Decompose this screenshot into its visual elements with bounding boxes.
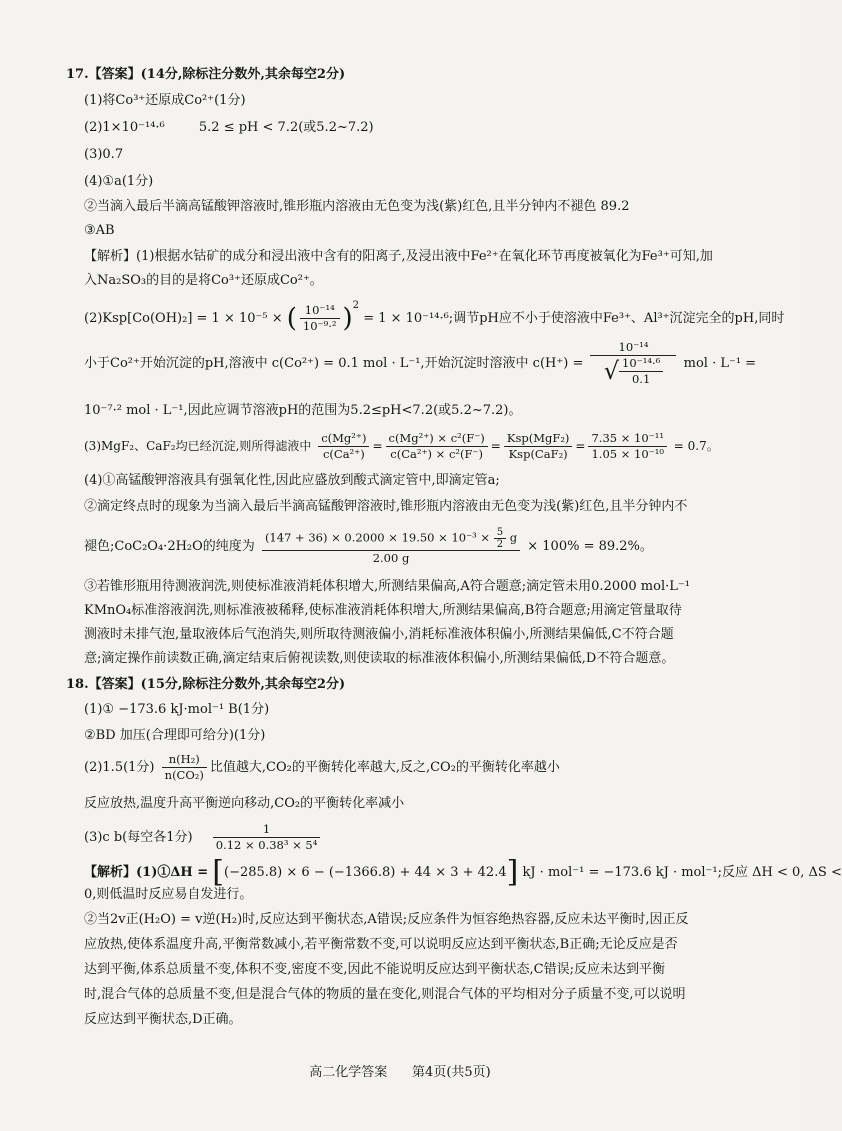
q17-answer-2 — [84, 119, 374, 137]
ratio-fraction-2 — [386, 431, 488, 462]
q17-answer-1: (1)将Co³⁺还原成Co²⁺(1分) — [84, 93, 246, 108]
q18-answer-3 — [84, 818, 323, 858]
lead-text: (2)1.5(1分) — [84, 760, 155, 775]
q17-explain-4-p3: 测液时未排气泡,量取液体后气泡消失,则所取待测液偏小,消耗标准液体积偏小,所测结果偏低,C不符合题 — [84, 627, 674, 642]
q18-answer-2-line2: 反应放热,温度升高平衡逆向移动,CO₂的平衡转化率减小 — [84, 796, 405, 811]
q17-answer-2-range: 5.2 ≤ pH < 7.2(或5.2~7.2) — [198, 120, 374, 135]
q17-explain-4-line1: (4)①高锰酸钾溶液具有强氧化性,因此应盛放到酸式滴定管中,即滴定管a; — [84, 473, 500, 488]
q18-answer-1-2: ②BD 加压(合理即可给分)(1分) — [84, 728, 266, 743]
bracket-open: [ — [212, 854, 224, 890]
q18-explain-2-line3: 达到平衡,体系总质量不变,体积不变,密度不变,因此不能说明反应达到平衡状态,C错误;反应未达到平衡 — [84, 962, 665, 977]
q17-title: 17.【答案】(14分,除标注分数外,其余每空2分) — [66, 67, 346, 82]
q18-explain-1-line1 — [84, 854, 842, 890]
numerator-expression: (147 + 36) × 0.2000 × 19.50 × 10⁻³ × — [264, 530, 491, 545]
sqrt-fraction — [619, 356, 663, 387]
purity-result: × 100% = 89.2%。 — [527, 539, 653, 554]
q17-explain-4-p4: 意;滴定操作前读数正确,滴定结束后俯视读数,则使读取的标准液体积偏小,所测结果偏低,D不符合题意。 — [84, 651, 675, 666]
q17-explain-1-line2: 入Na₂SO₃的目的是将Co³⁺还原成Co²⁺。 — [84, 273, 323, 288]
small-numerator: 5 — [496, 527, 504, 538]
paren-close: ) — [342, 303, 353, 334]
q17-explain-3: (3)MgF₂、CaF₂均已经沉淀,则所得滤液中 $\frac{\text{c(Mg²⁺)}}{\text{c(Ca²⁺)}}$ = $\frac{\text{c(Mg²⁺) × c²(F⁻)}}{\text{c(Ca²⁺) × c²(F⁻)}}$ = $\frac{\text{Ksp(MgF₂)}}{\text{Ksp(CaF₂)}}$ = $\frac{\text{7.35 × 10⁻¹¹}}{\text{1.05 × 10⁻¹⁰}}$ = 0.7。 — [84, 431, 719, 461]
fraction-numerator: 10⁻¹⁴ — [304, 303, 335, 317]
ratio-fraction-3 — [504, 431, 573, 462]
lead-text: (3)MgF₂、CaF₂均已经沉淀,则所得滤液中 — [84, 439, 312, 453]
lead-text: (3)c b(每空各1分) — [84, 830, 193, 845]
fraction-numerator: c(Mg²⁺) × c²(F⁻) — [388, 431, 485, 445]
fraction-denominator — [590, 355, 676, 387]
q17-answer-3: (3)0.7 — [84, 147, 124, 162]
q18-explain-2-line4: 时,混合气体的总质量不变,但是混合气体的物质的量在变化,则混合气体的平均相对分子质量不变,可以说明 — [84, 987, 686, 1002]
ratio-fraction-1 — [318, 431, 369, 462]
q17-explain-2-line2 — [84, 340, 756, 387]
mole-ratio-fraction — [162, 752, 207, 783]
q18-explain-2-line2: 应放热,使体系温度升高,平衡常数减小,若平衡常数不变,可以说明反应达到平衡状态,B正确;无论反应是否 — [84, 937, 678, 952]
sqrt-denominator: 0.1 — [619, 371, 663, 387]
fraction-denominator: c(Ca²⁺) — [318, 446, 369, 462]
power-fraction — [300, 303, 340, 334]
fraction-denominator: c(Ca²⁺) × c²(F⁻) — [386, 446, 488, 462]
ratio-result: = 0.7。 — [673, 439, 719, 453]
q17-explain-2-line1 — [84, 298, 784, 340]
concentration-text: 小于Co²⁺开始沉淀的pH,溶液中 c(Co²⁺) = 0.1 mol · L⁻¹,开始沉淀时溶液中 c(H⁺) = — [84, 356, 584, 371]
bracket-close: ] — [506, 854, 519, 890]
h-concentration-fraction — [590, 340, 676, 387]
small-denominator: 2 — [494, 538, 506, 550]
fraction-numerator: n(H₂) — [168, 752, 200, 766]
q17-answer-2-value: (2)1×10⁻¹⁴·⁶ — [84, 120, 165, 135]
fraction-numerator: 10⁻¹⁴ — [618, 340, 649, 354]
q17-explain-4-purity — [84, 524, 653, 570]
ksp-expression: Ksp[Co(OH)₂] = 1 × 10⁻⁵ × — [102, 311, 283, 326]
equilibrium-constant-fraction — [213, 822, 321, 853]
q17-answer-4: (4)①a(1分) — [84, 174, 154, 189]
purity-fraction — [262, 527, 520, 566]
q18-explain-2-line5: 反应达到平衡状态,D正确。 — [84, 1012, 242, 1027]
fraction-denominator: 2.00 g — [262, 550, 520, 566]
fraction-numerator: 1 — [262, 822, 271, 836]
page-footer: 高二化学答案 第4页(共5页) — [309, 1065, 491, 1080]
fraction-denominator: 0.12 × 0.38³ × 5⁴ — [213, 837, 321, 853]
fraction-numerator: c(Mg²⁺) — [321, 431, 367, 445]
q17-explain-4-p1: ③若锥形瓶用待测液润洗,则使标准液消耗体积增大,所测结果偏高,A符合题意;滴定管未用0.2000 mol·L⁻¹ — [84, 579, 690, 594]
fraction-numerator — [262, 527, 520, 550]
exponent: 2 — [352, 300, 360, 311]
sqrt-numerator: 10⁻¹⁴·⁶ — [622, 356, 661, 370]
five-halves — [494, 527, 506, 550]
q18-answer-1: (1)① −173.6 kJ·mol⁻¹ B(1分) — [84, 702, 270, 717]
fraction-numerator: Ksp(MgF₂) — [506, 431, 570, 445]
enthalpy-result: kJ · mol⁻¹ = −173.6 kJ · mol⁻¹;反应 ΔH < 0, ΔS < — [522, 865, 842, 880]
q18-answer-2 — [84, 748, 560, 788]
unit-g: g — [509, 530, 518, 545]
q17-explain-4-p2: KMnO₄标准溶液润洗,则标准液被稀释,使标准液消耗体积增大,所测结果偏高,B符合题意;用滴定管量取待 — [84, 603, 682, 618]
ratio-fraction-4 — [588, 431, 666, 462]
q17-answer-4-2: ②当滴入最后半滴高锰酸钾溶液时,锥形瓶内溶液由无色变为浅(紫)红色,且半分钟内不褪色 89.2 — [84, 199, 630, 214]
purity-lead: 褪色;CoC₂O₄·2H₂O的纯度为 — [84, 539, 255, 554]
fraction-denominator: n(CO₂) — [162, 767, 207, 783]
fraction-denominator: 1.05 × 10⁻¹⁰ — [588, 446, 666, 462]
q17-explain-2-line3: 10⁻⁷·² mol · L⁻¹,因此应调节溶液pH的范围为5.2≤pH<7.2(或5.2~7.2)。 — [84, 403, 522, 418]
ratio-explanation: 比值越大,CO₂的平衡转化率越大,反之,CO₂的平衡转化率越小 — [209, 760, 560, 775]
ksp-result: = 1 × 10⁻¹⁴·⁶;调节pH应不小于使溶液中Fe³⁺、Al³⁺沉淀完全的pH,同时 — [363, 311, 785, 326]
fraction-denominator: 10⁻⁹·² — [300, 318, 340, 334]
q17-answer-4-3: ③AB — [84, 223, 115, 238]
q18-explain-1-line2: 0,则低温时反应易自发进行。 — [84, 887, 253, 902]
paren-open: ( — [286, 303, 297, 334]
enthalpy-sum: (−285.8) × 6 − (−1366.8) + 44 × 3 + 42.4 — [224, 865, 507, 880]
q18-title: 18.【答案】(15分,除标注分数外,其余每空2分) — [66, 677, 346, 692]
q17-explain-4-line2: ②滴定终点时的现象为当滴入最后半滴高锰酸钾溶液时,锥形瓶内溶液由无色变为浅(紫)红色,且半分钟内不 — [84, 499, 688, 514]
enthalpy-lead: 【解析】(1)①ΔH = — [84, 865, 209, 880]
fraction-denominator: Ksp(CaF₂) — [504, 446, 573, 462]
fraction-numerator: 7.35 × 10⁻¹¹ — [591, 431, 664, 445]
sqrt-symbol: √ $\frac{\text{10⁻¹⁴·⁶}}{0.1}$ — [604, 356, 664, 387]
q17-explain-1-line1: 【解析】(1)根据水钴矿的成分和浸出液中含有的阳离子,及浸出液中Fe²⁺在氧化环节再度被氧化为Fe³⁺可知,加 — [84, 249, 713, 264]
item-number: (2) — [84, 311, 103, 326]
q18-explain-2-line1: ②当2v正(H₂O) = v逆(H₂)时,反应达到平衡状态,A错误;反应条件为恒容绝热容器,反应未达平衡时,因正反 — [84, 912, 689, 927]
unit-text: mol · L⁻¹ = — [683, 356, 757, 371]
